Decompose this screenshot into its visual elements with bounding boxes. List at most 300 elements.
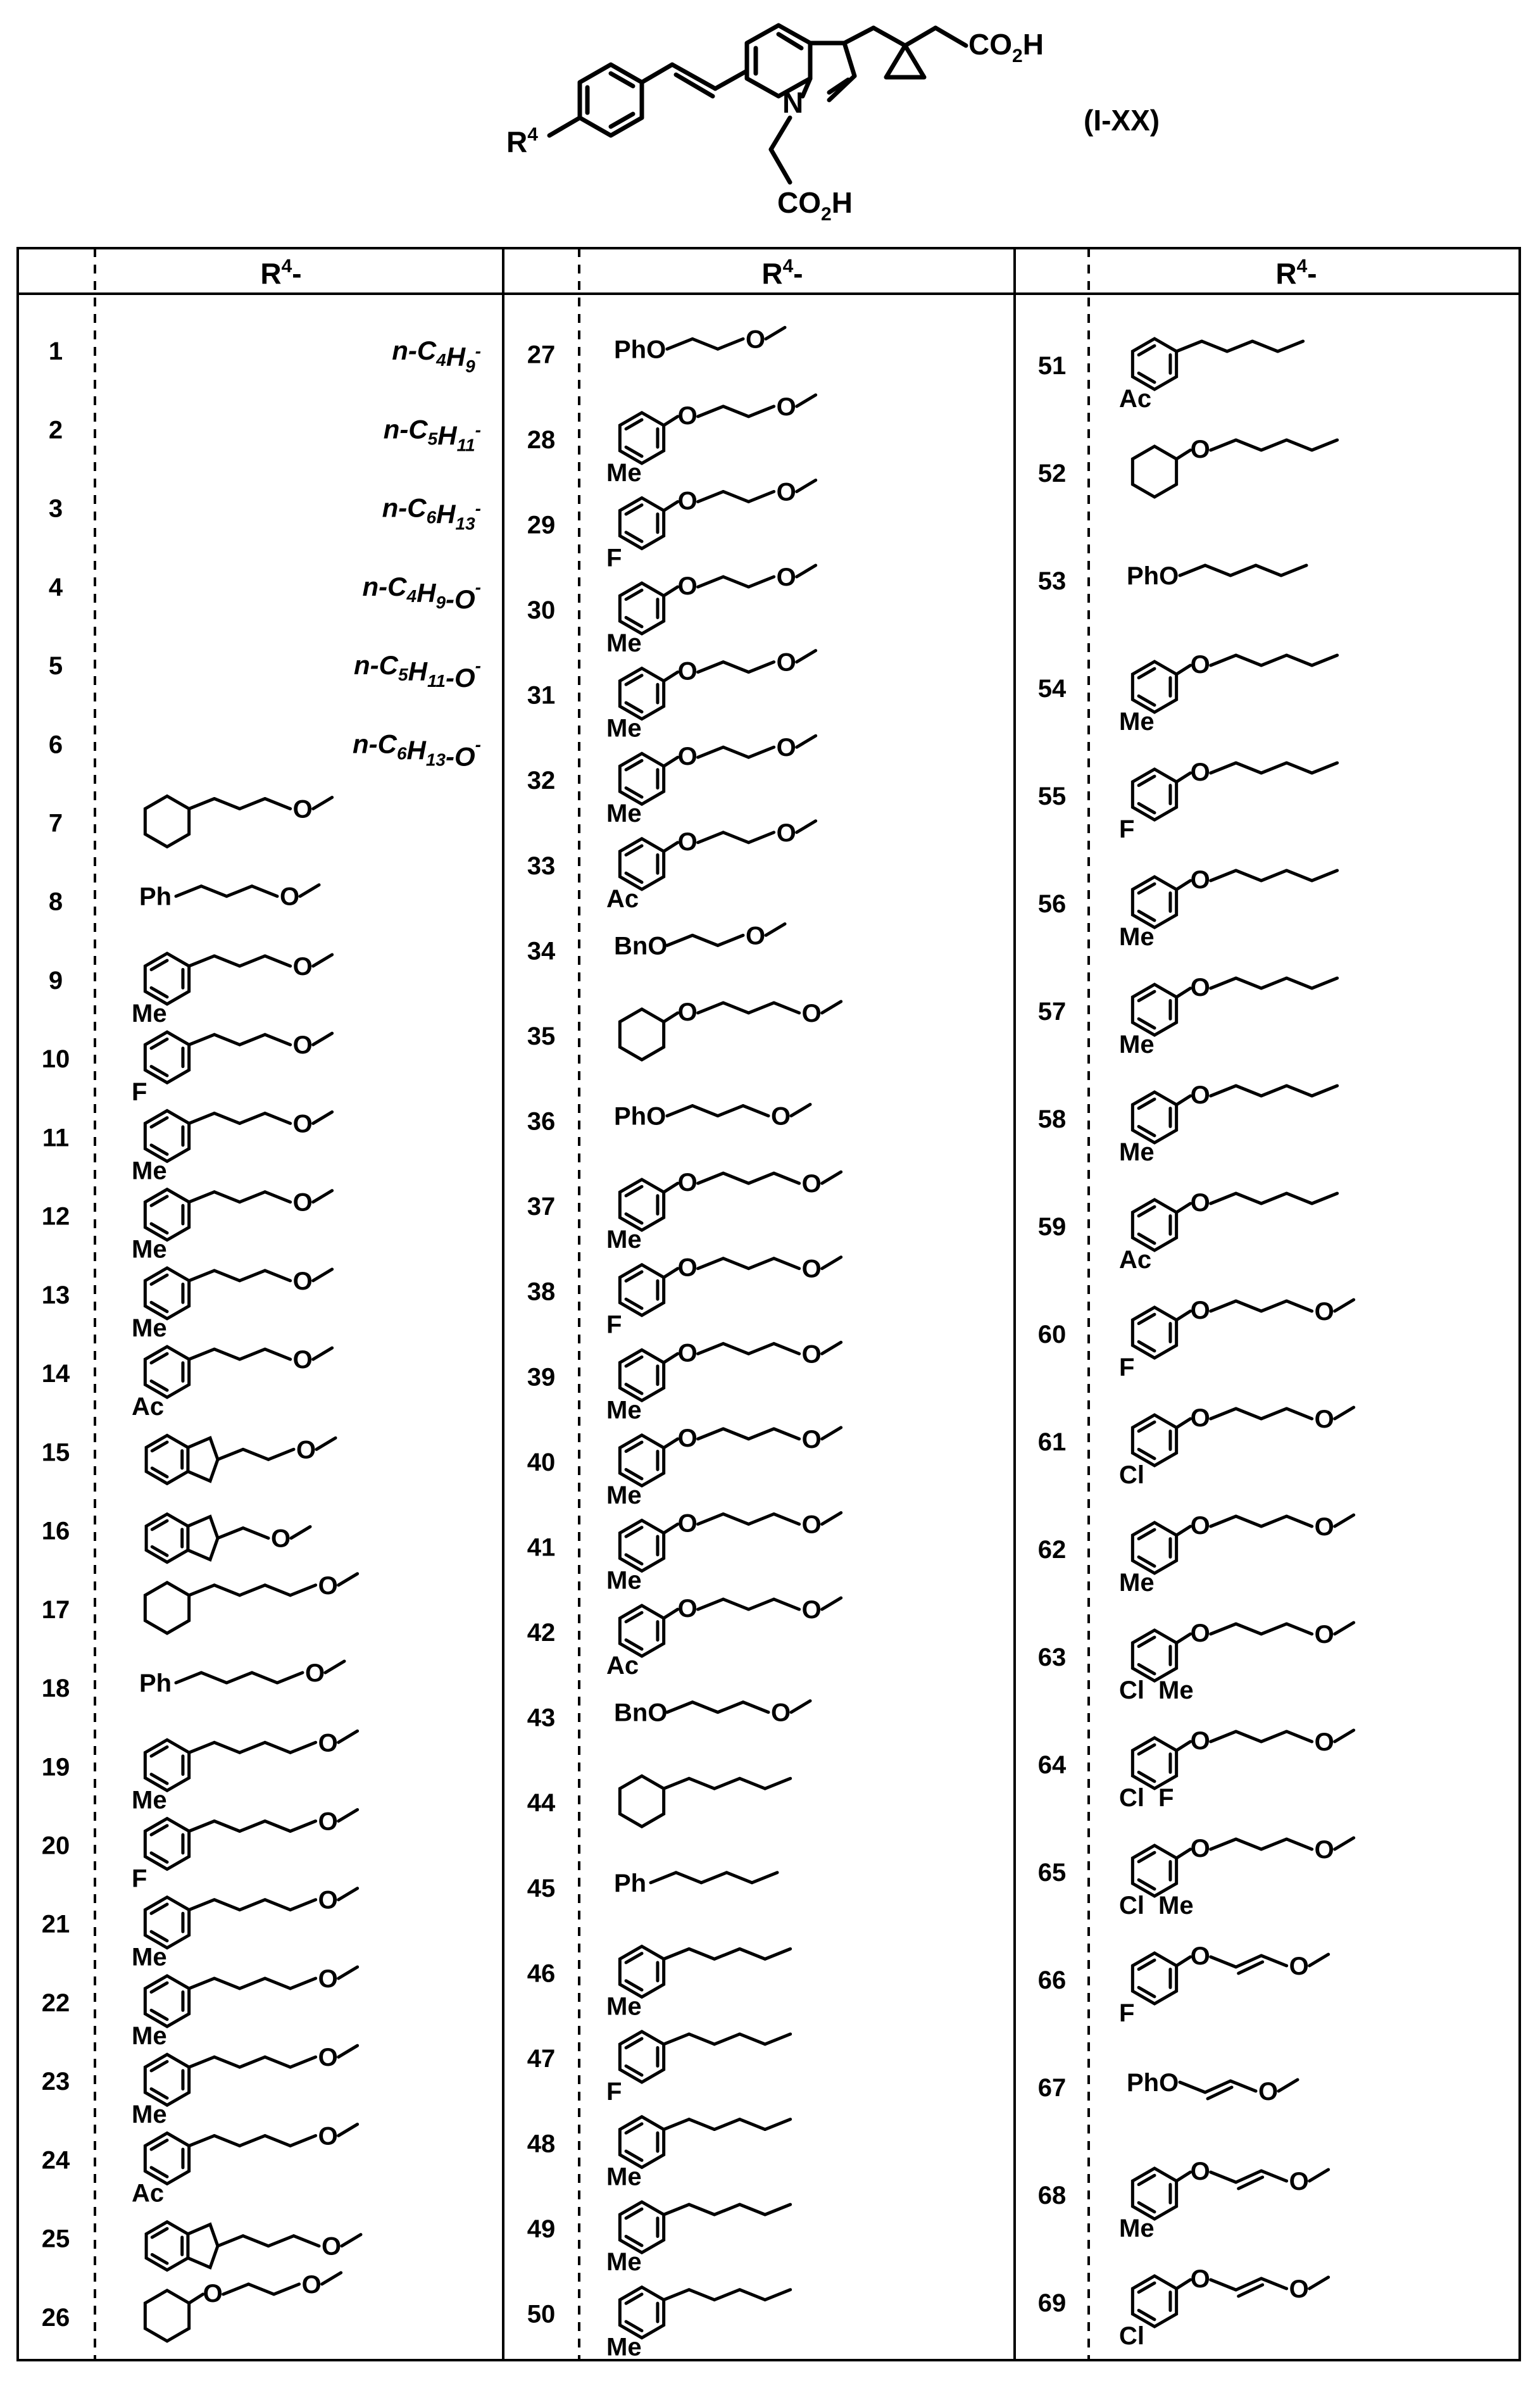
table-row: [42, 1729, 358, 1814]
r4-substituent-structure: [384, 414, 481, 455]
compound-number: 11: [42, 1124, 70, 1152]
r4-substituent-structure: [606, 1254, 841, 1339]
svg-text:O: O: [801, 1425, 822, 1454]
r4-substituent-structure: [1119, 1942, 1329, 2027]
table-row: [42, 1659, 344, 1702]
table-row: [49, 336, 481, 376]
formula-id: (I-XX): [1084, 104, 1160, 137]
table-row: [527, 1776, 791, 1826]
svg-text:Ac: Ac: [1119, 1246, 1152, 1274]
svg-text:Me: Me: [132, 1786, 167, 1814]
r4-substituent-structure: [606, 1509, 841, 1594]
column-headers: [260, 256, 1317, 290]
svg-text:Me: Me: [132, 2021, 167, 2050]
r4-substituent-structure: [606, 2202, 791, 2276]
svg-text:Cl: Cl: [1119, 1892, 1144, 1920]
svg-text:n-C4H9-: $n-C_4H_9^-$: [392, 336, 481, 377]
table-column-3: [1038, 339, 1354, 2350]
svg-text:O: O: [1190, 1081, 1210, 1109]
compound-number: 55: [1037, 782, 1067, 810]
compound-number: 40: [527, 1448, 556, 1476]
svg-text:O: O: [1190, 1942, 1210, 1970]
svg-text:O: O: [203, 2279, 223, 2308]
table-row: [42, 1572, 358, 1633]
compound-number: 25: [41, 2225, 70, 2253]
table-row: [527, 1424, 841, 1509]
svg-text:Cl: Cl: [1119, 1461, 1144, 1489]
table-row: [1038, 436, 1337, 497]
svg-text:O: O: [1190, 436, 1210, 463]
co2h-bottom-label: $CO_2H$: [777, 186, 853, 225]
compound-number: 48: [527, 2130, 556, 2158]
svg-text:O: O: [771, 1102, 791, 1131]
r4-substituent-structure: [382, 493, 481, 534]
table-row: [527, 1254, 841, 1339]
r4-substituent-structure: [606, 478, 816, 572]
svg-text:F: F: [606, 2077, 622, 2106]
r4-substituent-structure: [139, 883, 319, 911]
svg-text:O: O: [292, 795, 313, 824]
compound-number: 22: [41, 1989, 70, 2017]
r4-substituent-structure: [1119, 1297, 1354, 1381]
r4-substituent-structure: [614, 1699, 810, 1727]
r4-substituent-structure: [132, 2122, 358, 2207]
svg-text:F: F: [1119, 1999, 1135, 2027]
svg-text:Me: Me: [132, 999, 167, 1027]
table-row: [49, 729, 481, 771]
r4-substituent-structure: [1119, 974, 1337, 1059]
indole-n-label: N: [782, 86, 804, 119]
svg-text:Me: Me: [1158, 1892, 1194, 1920]
svg-text:O: O: [1190, 974, 1210, 1002]
compound-number: 28: [527, 425, 556, 454]
compound-number: 53: [1037, 567, 1067, 595]
r4-substituent-structure: [614, 1103, 810, 1131]
table-row: [527, 2117, 791, 2191]
svg-text:O: O: [801, 1511, 822, 1539]
compound-number: 9: [48, 966, 63, 995]
table-row: [1038, 866, 1337, 951]
svg-text:O: O: [677, 827, 698, 856]
svg-text:O: O: [677, 1509, 698, 1538]
svg-text:O: O: [296, 1436, 316, 1464]
svg-text:Me: Me: [606, 2163, 642, 2191]
compound-number: 42: [527, 1619, 556, 1647]
table-row: [527, 2202, 791, 2276]
svg-text:Cl: Cl: [1119, 2322, 1144, 2350]
r4-substituent-structure: [132, 1887, 358, 1971]
compound-number: 69: [1037, 2289, 1067, 2317]
compound-number: 51: [1037, 352, 1067, 380]
compound-number: 46: [527, 1959, 556, 1988]
svg-text:O: O: [746, 922, 766, 950]
svg-text:O: O: [318, 1571, 338, 1600]
table-row: [1038, 1727, 1354, 1812]
svg-text:F: F: [1119, 1354, 1135, 1381]
svg-text:O: O: [1258, 2078, 1279, 2106]
svg-text:O: O: [1314, 1513, 1334, 1541]
table-row: [1038, 974, 1337, 1059]
svg-text:O: O: [318, 1729, 338, 1757]
r4-substituent-structure: [1119, 651, 1337, 736]
r4-substituent-structure: [132, 1965, 358, 2050]
svg-text:O: O: [801, 1596, 822, 1624]
svg-text:O: O: [1314, 1621, 1334, 1649]
r4-substituent-structure: [132, 1110, 332, 1185]
r4-substituent-structure: [606, 563, 816, 657]
table-row: [1038, 339, 1303, 413]
svg-text:F: F: [606, 544, 622, 572]
table-row: [42, 1346, 332, 1421]
table-row: [1038, 2158, 1329, 2242]
co2h-top-label: $CO_2H$: [968, 28, 1044, 66]
svg-text:O: O: [1190, 1512, 1210, 1540]
svg-text:PhO: PhO: [1127, 2069, 1179, 2097]
table-row: [1038, 562, 1306, 595]
svg-text:Me: Me: [606, 2248, 642, 2277]
table-row: [49, 650, 481, 693]
r4-substituent-structure: [1119, 2158, 1329, 2242]
table-row: [42, 2044, 358, 2128]
svg-text:Me: Me: [1119, 1031, 1155, 1059]
svg-text:O: O: [1190, 1189, 1210, 1217]
table-row: [49, 572, 481, 614]
compound-number: 52: [1037, 460, 1067, 487]
table-row: [1038, 1189, 1337, 1274]
r4-substituent-structure: [606, 393, 816, 487]
svg-text:Me: Me: [606, 800, 642, 828]
svg-text:Ac: Ac: [606, 884, 639, 913]
compound-number: 14: [41, 1360, 70, 1388]
svg-text:Me: Me: [606, 1481, 642, 1509]
compound-number: 30: [527, 596, 556, 625]
svg-text:Me: Me: [606, 629, 642, 658]
r4-substituent-structure: [606, 2287, 791, 2361]
svg-text:Me: Me: [132, 2101, 167, 2129]
r4-substituent-structure: [620, 998, 841, 1060]
svg-text:Ph: Ph: [139, 883, 172, 911]
svg-text:O: O: [677, 1169, 698, 1197]
r4-substituent-structure: [132, 2044, 358, 2128]
svg-text:O: O: [677, 1254, 698, 1282]
svg-text:O: O: [292, 952, 313, 981]
r4-substituent-structure: [1119, 1081, 1337, 1166]
svg-text:O: O: [1190, 2158, 1210, 2185]
table-row: [1038, 2069, 1298, 2106]
compound-number: 63: [1037, 1643, 1067, 1671]
compound-number: 45: [527, 1874, 556, 1902]
svg-text:O: O: [1314, 1298, 1334, 1326]
cyclopropane-ring: [886, 46, 924, 77]
r4-substituent-structure: [614, 325, 785, 363]
table-row: [1038, 1297, 1354, 1381]
r4-substituent-structure: [132, 1189, 332, 1264]
compound-number: 60: [1037, 1321, 1067, 1348]
svg-text:BnO: BnO: [614, 1699, 668, 1727]
svg-text:n-C4H9-O-: $n-C_4H_9-O^-$: [362, 571, 481, 614]
table-row: [42, 1965, 358, 2050]
compound-number: 4: [48, 573, 63, 601]
compound-number: 3: [48, 494, 63, 523]
compound-number: 34: [527, 937, 556, 965]
svg-text:O: O: [776, 734, 796, 762]
svg-text:O: O: [677, 1595, 698, 1623]
r4-substituent-structure: [614, 922, 785, 960]
r4-substituent-structure: [606, 649, 816, 743]
r4-substituent-structure: [132, 953, 332, 1027]
svg-text:O: O: [1314, 1728, 1334, 1756]
r4-substituent-structure: [146, 2222, 361, 2270]
table-row: [527, 819, 816, 913]
svg-text:PhO: PhO: [614, 1102, 667, 1131]
svg-text:O: O: [1190, 1619, 1210, 1647]
table-row: [1038, 1404, 1354, 1489]
r4-substituent-structure: [145, 796, 332, 847]
svg-text:O: O: [1289, 1952, 1309, 1980]
svg-text:Ph: Ph: [139, 1669, 172, 1698]
compound-number: 56: [1037, 890, 1067, 918]
table-column-1: [42, 336, 481, 2341]
r4-substituent-structure: [606, 1169, 841, 1254]
r4-substituent-structure: [146, 1435, 335, 1483]
svg-text:O: O: [1314, 1405, 1334, 1433]
table-row: [527, 922, 785, 965]
svg-text:n-C5H11-O-: $n-C_5H_{11}-O^-$: [354, 650, 481, 693]
svg-text:Me: Me: [1158, 1676, 1194, 1704]
svg-text:Me: Me: [1119, 708, 1155, 736]
svg-text:O: O: [677, 487, 698, 515]
compound-number: 20: [41, 1832, 70, 1860]
compound-number: 33: [527, 852, 556, 880]
compound-number: 12: [41, 1202, 70, 1231]
svg-text:O: O: [318, 1964, 338, 1993]
table-row: [527, 1103, 810, 1136]
column-header-3: $R^4-$: [1275, 256, 1317, 290]
svg-text:O: O: [305, 1659, 325, 1688]
svg-text:Me: Me: [606, 1226, 642, 1254]
r4-substituent-structure: [606, 1946, 791, 2020]
compound-number: 66: [1037, 1966, 1067, 1994]
r4-substituent-structure: [620, 1776, 790, 1826]
r4-substituent-structure: [1119, 758, 1337, 843]
table-row: [1038, 1512, 1354, 1597]
svg-text:O: O: [776, 563, 796, 592]
svg-text:Me: Me: [1119, 923, 1155, 951]
compound-number: 44: [527, 1789, 556, 1818]
compound-number: 29: [527, 511, 556, 539]
svg-text:O: O: [776, 648, 796, 677]
svg-text:F: F: [1119, 815, 1135, 843]
table-row: [49, 796, 332, 847]
svg-text:n-C6H13-: $n-C_6H_{13}^-$: [382, 493, 481, 534]
r4-substituent-structure: [132, 1729, 358, 1814]
r4-substituent-structure: [606, 1424, 841, 1509]
table-row: [527, 478, 816, 572]
svg-text:O: O: [801, 1170, 822, 1198]
scaffold-structure: [549, 25, 966, 182]
svg-text:F: F: [132, 1864, 147, 1893]
table-row: [527, 998, 841, 1060]
svg-text:Me: Me: [132, 1235, 167, 1264]
table-row: [49, 414, 481, 455]
compound-number: 43: [527, 1704, 556, 1732]
r4-substituent-structure: [354, 650, 481, 693]
svg-text:PhO: PhO: [614, 336, 667, 364]
svg-text:O: O: [677, 1424, 698, 1452]
svg-text:O: O: [322, 2232, 342, 2261]
compound-number: 23: [41, 2068, 70, 2096]
svg-text:Cl: Cl: [1119, 1784, 1144, 1812]
svg-text:O: O: [318, 2122, 338, 2151]
svg-text:BnO: BnO: [614, 932, 668, 960]
svg-text:Me: Me: [1119, 1138, 1155, 1166]
compound-number: 67: [1037, 2074, 1067, 2102]
table-row: [527, 325, 785, 368]
compound-number: 17: [41, 1595, 70, 1624]
r4-substituent-structure: [145, 1572, 357, 1633]
r4-substituent-structure: [139, 1659, 344, 1697]
compound-number: 6: [48, 731, 63, 759]
table-row: [42, 1435, 335, 1483]
compound-number: 68: [1037, 2182, 1067, 2209]
svg-text:O: O: [318, 2044, 338, 2072]
svg-text:O: O: [1190, 2265, 1210, 2293]
svg-text:O: O: [1190, 1835, 1210, 1863]
table-row: [42, 2222, 361, 2270]
svg-text:O: O: [1190, 866, 1210, 894]
r4-substituent-structure: [1127, 562, 1306, 590]
r4-substituent-structure: [132, 1346, 332, 1421]
svg-text:Me: Me: [1119, 2215, 1155, 2242]
svg-text:O: O: [318, 1807, 338, 1836]
svg-text:O: O: [1190, 758, 1210, 786]
r4-substituent-structure: [1127, 2069, 1298, 2106]
svg-text:O: O: [1190, 1297, 1210, 1324]
svg-text:PhO: PhO: [1127, 562, 1179, 590]
svg-text:Me: Me: [606, 1566, 642, 1595]
svg-text:O: O: [677, 743, 698, 771]
compound-number: 10: [41, 1045, 70, 1074]
table-row: [49, 883, 319, 916]
svg-text:O: O: [776, 393, 796, 421]
compound-number: 15: [41, 1438, 70, 1467]
compound-number: 5: [48, 652, 63, 681]
table-row: [527, 1509, 841, 1594]
svg-text:O: O: [746, 325, 766, 354]
svg-text:Me: Me: [132, 1314, 167, 1342]
compound-number: 7: [48, 809, 63, 838]
compound-number: 61: [1037, 1428, 1067, 1456]
table-row: [1038, 651, 1337, 736]
svg-text:O: O: [776, 819, 796, 847]
table-row: [1038, 1081, 1337, 1166]
svg-text:F: F: [606, 1310, 622, 1339]
compound-number: 35: [527, 1022, 556, 1050]
r4-substituent-structure: [1119, 1835, 1354, 1920]
svg-text:O: O: [677, 401, 698, 430]
svg-text:O: O: [292, 1110, 313, 1138]
compound-number: 38: [527, 1278, 556, 1306]
svg-text:O: O: [1190, 1404, 1210, 1432]
compound-number: 47: [527, 2044, 556, 2073]
table-row: [527, 2287, 791, 2361]
table-row: [1038, 1619, 1354, 1704]
table-row: [1038, 1942, 1329, 2027]
table-row: [527, 563, 816, 657]
svg-text:O: O: [677, 572, 698, 601]
svg-text:O: O: [677, 998, 698, 1026]
table-row: [527, 1595, 841, 1680]
compound-number: 18: [41, 1675, 70, 1703]
table-row: [527, 1699, 810, 1732]
r4-substituent-structure: [1119, 339, 1303, 413]
r4-substituent-structure: [132, 1267, 332, 1342]
svg-text:O: O: [1190, 651, 1210, 679]
r4-substituent-structure: [1119, 1404, 1354, 1489]
compound-number: 31: [527, 681, 556, 710]
compound-number: 16: [41, 1517, 70, 1545]
svg-text:F: F: [132, 1078, 147, 1107]
table-row: [527, 2032, 791, 2106]
r4-substituent-structure: [606, 1339, 841, 1424]
svg-text:O: O: [1314, 1836, 1334, 1864]
svg-text:O: O: [280, 883, 300, 911]
r4-substituent-structure: [1119, 1727, 1354, 1812]
svg-text:Ac: Ac: [132, 1393, 165, 1421]
svg-text:Me: Me: [606, 714, 642, 743]
r4-substituent-structure: [1119, 2265, 1329, 2350]
table-row: [42, 1514, 310, 1562]
svg-text:Cl: Cl: [1119, 1676, 1144, 1704]
table-row: [1038, 2265, 1329, 2350]
compound-number: 26: [41, 2303, 70, 2332]
r4-substituent-structure: [392, 336, 481, 376]
svg-text:O: O: [271, 1524, 291, 1553]
table-row: [42, 1110, 332, 1185]
compound-number: 41: [527, 1533, 556, 1562]
table-row: [42, 1267, 332, 1342]
table-row: [527, 1870, 777, 1902]
r4-substituent-structure: [146, 1514, 310, 1562]
svg-text:O: O: [801, 1340, 822, 1369]
scaffold-labels: [506, 28, 1160, 225]
svg-text:O: O: [318, 1886, 338, 1914]
svg-text:Ac: Ac: [1119, 385, 1152, 413]
table-row: [42, 1887, 358, 1971]
svg-text:O: O: [301, 2270, 322, 2299]
compound-number: 58: [1037, 1105, 1067, 1133]
svg-text:Ac: Ac: [132, 2179, 165, 2208]
table-row: [527, 649, 816, 743]
compound-number: 32: [527, 767, 556, 795]
svg-text:O: O: [292, 1188, 313, 1217]
table-row: [42, 2271, 341, 2341]
compound-number: 65: [1037, 1859, 1067, 1887]
svg-text:O: O: [677, 657, 698, 686]
svg-text:O: O: [1289, 2275, 1309, 2303]
table-row: [527, 734, 816, 827]
table-row: [42, 2122, 358, 2207]
svg-text:Ac: Ac: [606, 1652, 639, 1680]
compound-number: 57: [1037, 998, 1067, 1026]
svg-text:Me: Me: [606, 458, 642, 487]
column-header-2: $R^4-$: [761, 256, 803, 290]
svg-text:Me: Me: [606, 1992, 642, 2021]
svg-text:O: O: [292, 1267, 313, 1295]
r4-substituent-structure: [353, 729, 481, 771]
r4-substituent-structure: [1119, 1619, 1354, 1704]
compound-number: 19: [41, 1753, 70, 1782]
